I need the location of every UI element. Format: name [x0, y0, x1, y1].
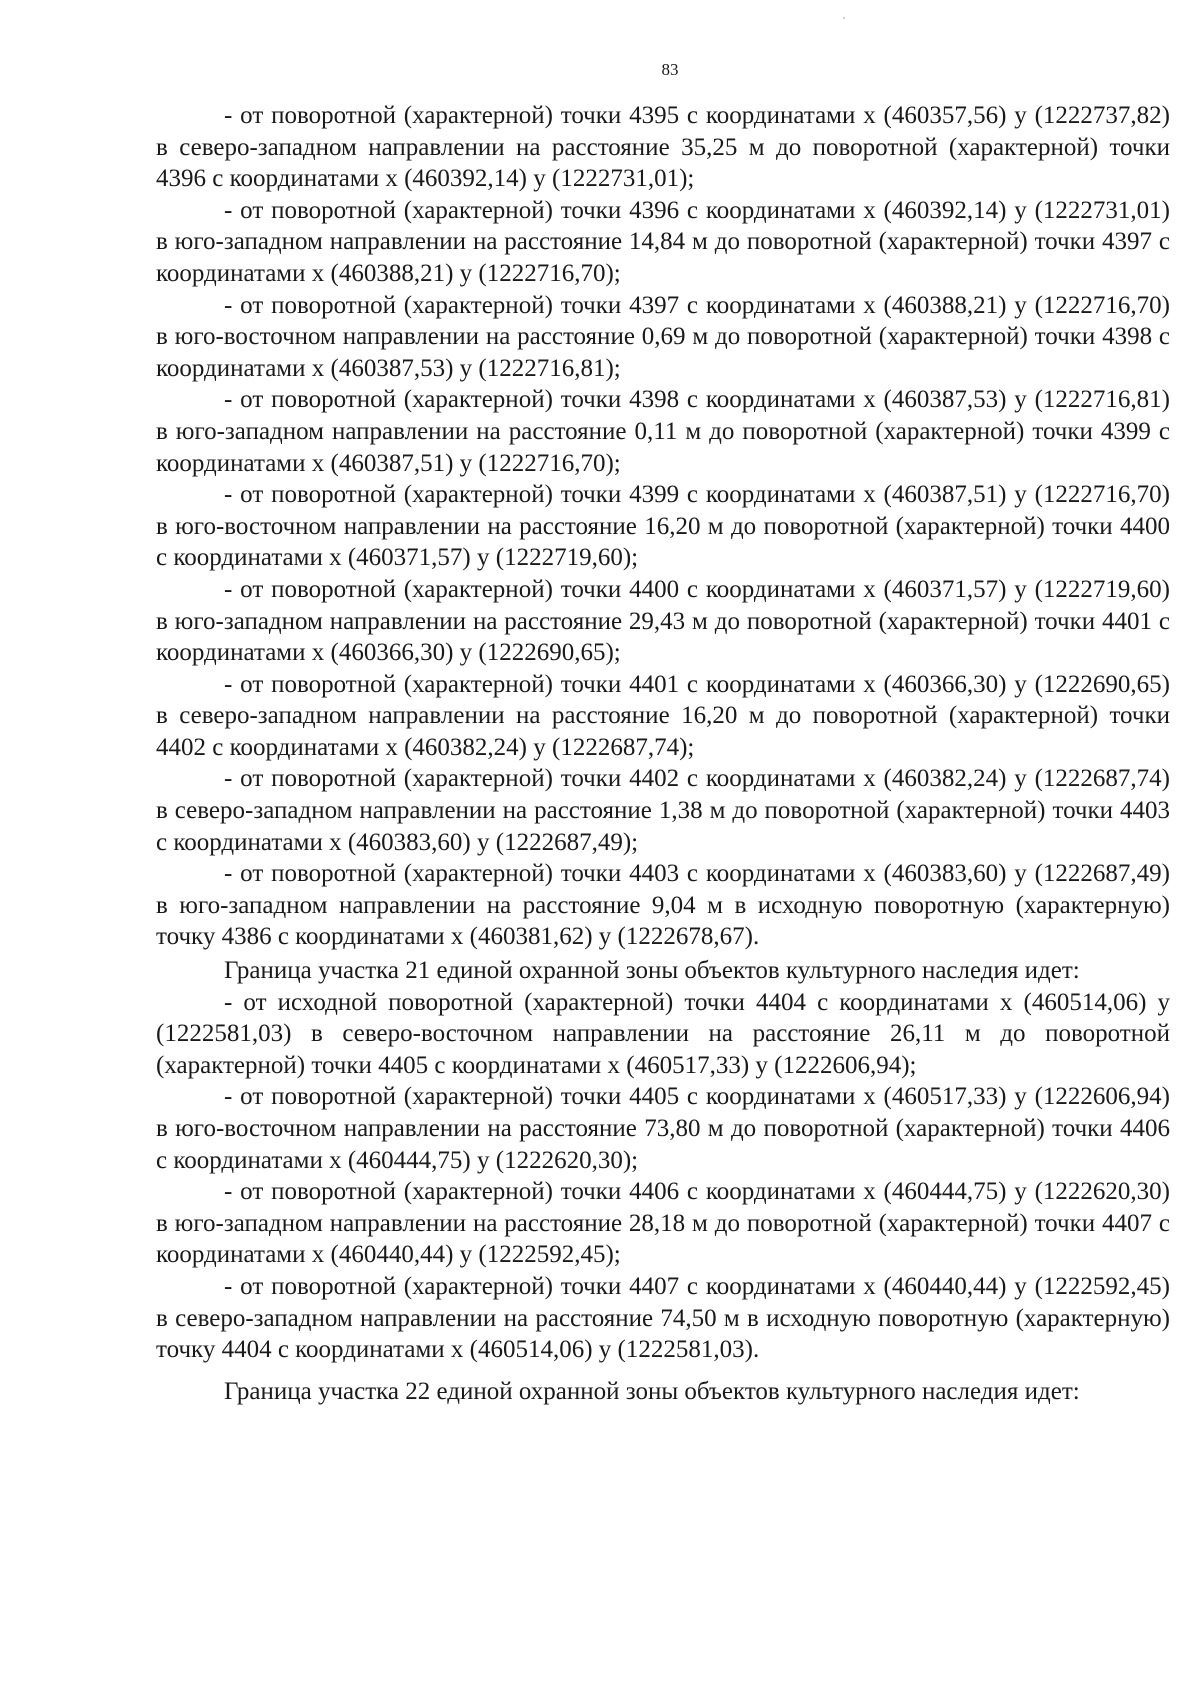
section-heading-area-21: Граница участка 21 единой охранной зоны объектов культурного наследия идет:: [224, 957, 1080, 985]
boundary-segment: - от поворотной (характерной) точки 4405 с координатами х (460517,33) у (1222606,94) в юго-восточном направлении на расстояние 73,80 м до поворотной (характерной) точки 4406 с координатами х (460444,75) у (1222620,30);: [156, 1083, 1170, 1174]
boundary-segment: - от исходной поворотной (характерной) точки 4404 с координатами х (460514,06) у (1222581,03) в северо-восточном направлении на расстояние 26,11 м до поворотной (характерной) точки 4405 с координатами х (460517,33) у (1222606,94);: [156, 988, 1170, 1079]
boundary-segment: - от поворотной (характерной) точки 4400 с координатами х (460371,57) у (1222719,60) в юго-западном направлении на расстояние 29,43 м до поворотной (характерной) точки 4401 с координатами х (460366,30) у (1222690,65);: [156, 575, 1170, 667]
boundary-segment: - от поворотной (характерной) точки 4402 с координатами х (460382,24) у (1222687,74) в северо-западном направлении на расстояние 1,38 м до поворотной (характерной) точки 4403 с координатами х (460383,60) у (1222687,49);: [156, 765, 1170, 856]
boundary-segment: - от поворотной (характерной) точки 4399 с координатами х (460387,51) у (1222716,70) в юго-восточном направлении на расстояние 16,20 м до поворотной (характерной) точки 4400 с координатами х (460371,57) у (1222719,60);: [156, 481, 1170, 572]
boundary-segment: - от поворотной (характерной) точки 4397 с координатами х (460388,21) у (1222716,70) в юго-восточном направлении на расстояние 0,69 м до поворотной (характерной) точки 4398 с координатами х (460387,53) у (1222716,81);: [156, 291, 1170, 382]
document-body: [156, 100, 1170, 1407]
boundary-segment: - от поворотной (характерной) точки 4396 с координатами х (460392,14) у (1222731,01) в юго-западном направлении на расстояние 14,84 м до поворотной (характерной) точки 4397 с координатами х (460388,21) у (1222716,70);: [156, 196, 1170, 287]
boundary-segment: - от поворотной (характерной) точки 4406 с координатами х (460444,75) у (1222620,30) в юго-западном направлении на расстояние 28,18 м до поворотной (характерной) точки 4407 с координатами х (460440,44) у (1222592,45);: [156, 1178, 1170, 1269]
page-number: 83: [661, 60, 679, 79]
boundary-segment: - от поворотной (характерной) точки 4407 с координатами х (460440,44) у (1222592,45) в северо-западном направлении на расстояние 74,50 м в исходную поворотную (характерную) точку 4404 с координатами х (460514,06) у (1222581,03).: [156, 1272, 1170, 1364]
boundary-segment: - от поворотной (характерной) точки 4395 с координатами х (460357,56) у (1222737,82) в северо-западном направлении на расстояние 35,25 м до поворотной (характерной) точки 4396 с координатами х (460392,14) у (1222731,01);: [156, 102, 1170, 193]
boundary-segment: - от поворотной (характерной) точки 4403 с координатами х (460383,60) у (1222687,49) в юго-западном направлении на расстояние 9,04 м в исходную поворотную (характерную) точку 4386 с координатами х (460381,62) у (1222678,67).: [156, 860, 1170, 951]
boundary-segment: - от поворотной (характерной) точки 4398 с координатами х (460387,53) у (1222716,81) в юго-западном направлении на расстояние 0,11 м до поворотной (характерной) точки 4399 с координатами х (460387,51) у (1222716,70);: [156, 386, 1170, 477]
scan-speck: [843, 17, 845, 19]
boundary-segment: - от поворотной (характерной) точки 4401 с координатами х (460366,30) у (1222690,65) в северо-западном направлении на расстояние 16,20 м до поворотной (характерной) точки 4402 с координатами х (460382,24) у (1222687,74);: [156, 670, 1170, 761]
section-heading-area-22: Граница участка 22 единой охранной зоны объектов культурного наследия идет:: [224, 1377, 1080, 1405]
